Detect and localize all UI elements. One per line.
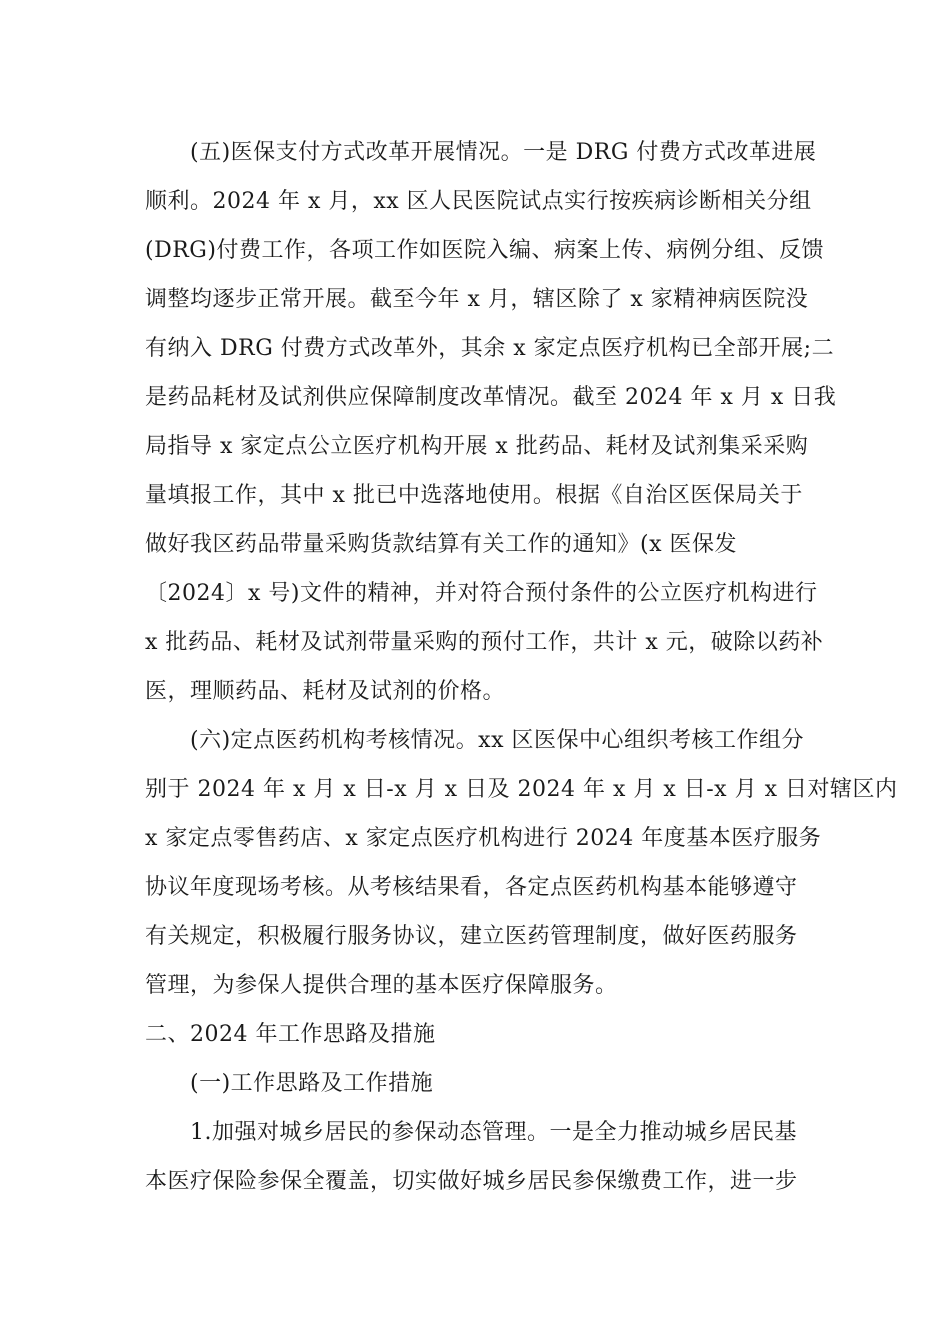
- paragraph-5-line-8: 量填报工作，其中 x 批已中选落地使用。根据《自治区医保局关于: [145, 483, 803, 508]
- paragraph-6-line-6: 管理，为参保人提供合理的基本医疗保障服务。: [145, 973, 618, 998]
- paragraph-5-line-7: 局指导 x 家定点公立医疗机构开展 x 批药品、耗材及试剂集采采购: [145, 434, 809, 459]
- paragraph-5-line-12: 医，理顺药品、耗材及试剂的价格。: [145, 679, 506, 704]
- paragraph-5-line-1: (五)医保支付方式改革开展情况。一是 DRG 付费方式改革进展: [190, 140, 817, 165]
- paragraph-6-line-4: 协议年度现场考核。从考核结果看，各定点医药机构基本能够遵守: [145, 875, 798, 900]
- paragraph-6-line-3: x 家定点零售药店、x 家定点医疗机构进行 2024 年度基本医疗服务: [145, 826, 822, 851]
- paragraph-5-line-3: (DRG)付费工作，各项工作如医院入编、病案上传、病例分组、反馈: [145, 238, 824, 263]
- item-1-line-1: 1.加强对城乡居民的参保动态管理。一是全力推动城乡居民基: [190, 1120, 797, 1145]
- paragraph-6-line-2: 别于 2024 年 x 月 x 日-x 月 x 日及 2024 年 x 月 x 日-x 月 x 日对辖区内: [145, 777, 898, 802]
- paragraph-5-line-6: 是药品耗材及试剂供应保障制度改革情况。截至 2024 年 x 月 x 日我: [145, 385, 837, 410]
- paragraph-5-line-10: 〔2024〕x 号)文件的精神，并对符合预付条件的公立医疗机构进行: [145, 581, 818, 606]
- paragraph-5-line-9: 做好我区药品带量采购货款结算有关工作的通知》(x 医保发: [145, 532, 737, 557]
- paragraph-5-line-11: x 批药品、耗材及试剂带量采购的预付工作，共计 x 元，破除以药补: [145, 630, 824, 655]
- subsection-heading-1: (一)工作思路及工作措施: [190, 1071, 434, 1096]
- paragraph-5-line-5: 有纳入 DRG 付费方式改革外，其余 x 家定点医疗机构已全部开展;二: [145, 336, 835, 361]
- item-1-line-2: 本医疗保险参保全覆盖，切实做好城乡居民参保缴费工作，进一步: [145, 1169, 798, 1194]
- paragraph-5-line-4: 调整均逐步正常开展。截至今年 x 月，辖区除了 x 家精神病医院没: [145, 287, 809, 312]
- paragraph-5-line-2: 顺利。2024 年 x 月，xx 区人民医院试点实行按疾病诊断相关分组: [145, 189, 812, 214]
- section-heading-2: 二、2024 年工作思路及措施: [145, 1022, 436, 1047]
- paragraph-6-line-5: 有关规定，积极履行服务协议，建立医药管理制度，做好医药服务: [145, 924, 798, 949]
- paragraph-6-line-1: (六)定点医药机构考核情况。xx 区医保中心组织考核工作组分: [190, 728, 804, 753]
